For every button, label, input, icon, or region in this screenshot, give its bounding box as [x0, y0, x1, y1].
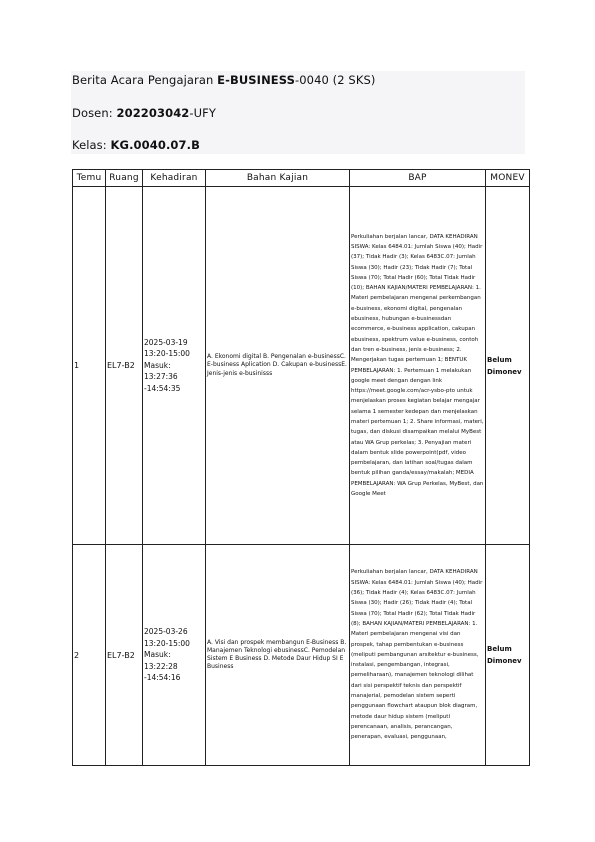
lecturer-id: 202203042	[116, 106, 190, 120]
column-header-ruang: Ruang	[106, 170, 143, 187]
column-header-kehadiran: Kehadiran	[143, 170, 206, 187]
ruang-cell: EL7-B2	[106, 545, 143, 766]
bap-cell: Perkuliahan berjalan lancar, DATA KEHADIRAN SISWA: Kelas 6484.01: Jumlah Siswa (40); Hadir (37); Tidak Hadir (3); Kelas 6483C.07: Jumlah Siswa (30); Hadir (23); Tidak Hadir (7); Total Siswa (70); Total Hadir (60); Total Tidak Hadir (10); BAHAN KAJIAN/MATERI PEMBELAJARAN: 1. Materi pembelajaran mengenai perkembangan e-business, ekonomi digital, pengenalan ebusiness, hubungan e-businessdan ecommerce, e-business application, cakupan ebusiness, spektrum value e-business, contoh dan tren e-business, jenis e-business; 2. Mengerjakan tugas pertemuan 1; BENTUK PEMBELAJARAN: 1. Pertemuan 1 melakukan google meet dengan dengan link https://meet.google.com/acr-ysbo-pto untuk menjelaskan proses kegiatan belajar mengajar selama 1 semester kedepan dan menjelaskan materi pertemuan 1; 2. Share informasi, materi, tugas, dan diskusi disampaikan melalui MyBest atau WA Grup perkelas; 3. Penyajian materi dalam bentuk slide powerpoint(pdf, video pembelajaran, dan latihan soal/tugas dalam bentuk pilihan ganda/essay/makalah; MEDIA PEMBELAJARAN: WA Grup Perkelas, MyBest, dan Google Meet	[350, 187, 486, 545]
column-header-monev: MONEV	[486, 170, 530, 187]
column-header-bahan-kajian: Bahan Kajian	[206, 170, 350, 187]
monev-cell: Belum Dimonev	[486, 545, 530, 766]
temu-cell: 2	[73, 545, 106, 766]
class-label: Kelas:	[72, 138, 111, 152]
kehadiran-cell: 2025-03-26 13:20-15:00 Masuk: 13:22:28 -14:54:16	[143, 545, 206, 766]
title-prefix: Berita Acara Pengajaran	[72, 73, 218, 87]
course-name: E-BUSINESS	[217, 73, 295, 87]
bap-table	[72, 169, 530, 766]
class-code: KG.0040.07.B	[110, 138, 200, 152]
table-row	[73, 187, 530, 545]
bahan-kajian-cell: A. Visi dan prospek membangun E-Business B. Manajemen Teknologi ebusinessC. Pemodelan Sistem E Business D. Metode Daur Hidup SI E Business	[206, 545, 350, 766]
table-header-row	[73, 170, 530, 187]
document-title	[72, 73, 375, 87]
class-line	[72, 138, 200, 152]
course-suffix: -0040 (2 SKS)	[295, 73, 376, 87]
kehadiran-cell: 2025-03-19 13:20-15:00 Masuk: 13:27:36 -14:54:35	[143, 187, 206, 545]
lecturer-label: Dosen:	[72, 106, 117, 120]
lecturer-suffix: -UFY	[189, 106, 217, 120]
table-row	[73, 545, 530, 766]
column-header-bap: BAP	[350, 170, 486, 187]
bap-cell: Perkuliahan berjalan lancar, DATA KEHADIRAN SISWA: Kelas 6484.01: Jumlah Siswa (40); Hadir (36); Tidak Hadir (4); Kelas 6483C.07: Jumlah Siswa (30); Hadir (26); Tidak Hadir (4); Total Siswa (70); Total Hadir (62); Total Tidak Hadir (8); BAHAN KAJIAN/MATERI PEMBELAJARAN: 1. Materi pembelajaran mengenai visi dan prospek, tahap pembentukan e-business (meliputi pembangunan arsitektur e-business, instalasi, pengembangan, integrasi, pemeliharaan), manajemen teknologi dilihat dari sisi perspektif teknis dan perspektif manajerial, pemodelan sistem seperti penggunaan flowchart ataupun blok diagram, metode daur hidup sistem (meliputi perencanaan, analisis, perancangan, penerapan, evaluasi, penggunaan,	[350, 545, 486, 766]
temu-cell: 1	[73, 187, 106, 545]
bahan-kajian-cell: A. Ekonomi digital B. Pengenalan e-businessC. E-business Aplication D. Cakupan e-businessE. Jenis-jenis e-businisss	[206, 187, 350, 545]
monev-cell: Belum Dimonev	[486, 187, 530, 545]
column-header-temu: Temu	[73, 170, 106, 187]
ruang-cell: EL7-B2	[106, 187, 143, 545]
lecturer-line	[72, 106, 216, 120]
